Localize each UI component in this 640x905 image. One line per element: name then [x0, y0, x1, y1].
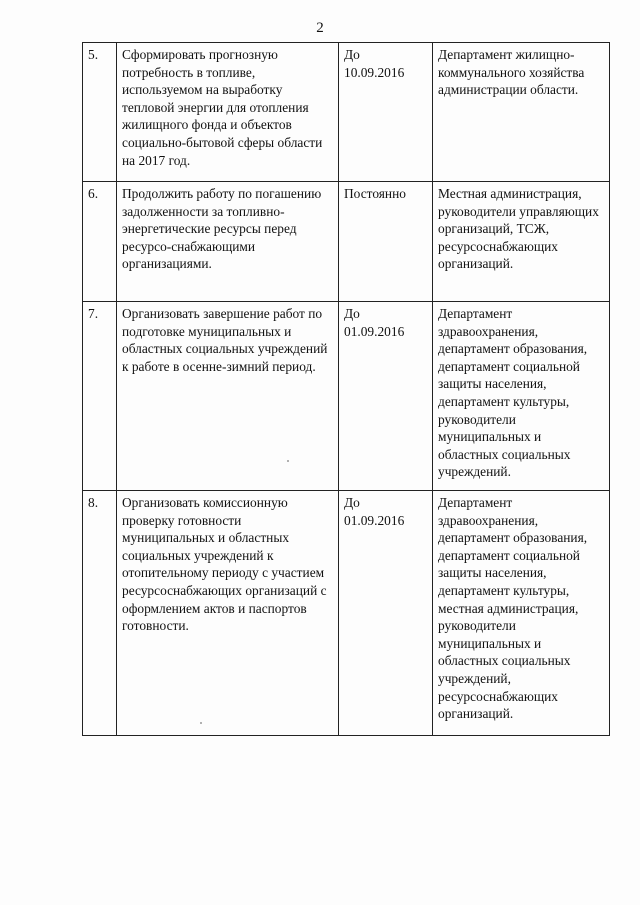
- deadline-cell: Постоянно: [339, 182, 433, 302]
- page-number: 2: [316, 20, 324, 36]
- responsible-cell: Департамент здравоохранения, департамент образования, департамент социальной защиты населения, департамент культуры, руководители муниципальных и областных социальных учреждений.: [433, 302, 610, 491]
- table-row: [83, 302, 610, 491]
- table-row: [83, 182, 610, 302]
- deadline-cell: До 01.09.2016: [339, 491, 433, 736]
- responsible-cell: Местная администрация, руководители управляющих организаций, ТСЖ, ресурсоснабжающих организаций.: [433, 182, 610, 302]
- responsible-cell: Департамент здравоохранения, департамент образования, департамент социальной защиты населения, департамент культуры, местная администрация, руководители муниципальных и областных социальных учреждений, ресурсоснабжающих организаций.: [433, 491, 610, 736]
- task-cell: Организовать комиссионную проверку готовности муниципальных и областных социальных учреждений к отопительному периоду с участием ресурсоснабжающих организаций с оформлением актов и паспортов готовности.: [117, 491, 339, 736]
- action-plan-table: [82, 42, 610, 736]
- scan-speck: [200, 722, 202, 724]
- table-row: [83, 491, 610, 736]
- responsible-cell: Департамент жилищно-коммунального хозяйства администрации области.: [433, 43, 610, 182]
- row-number: 8.: [83, 491, 117, 736]
- task-cell: Сформировать прогнозную потребность в топливе, используемом на выработку тепловой энергии для отопления жилищного фонда и объектов социально-бытовой сферы области на 2017 год.: [117, 43, 339, 182]
- row-number: 6.: [83, 182, 117, 302]
- task-cell: Продолжить работу по погашению задолженности за топливно-энергетические ресурсы перед ресурсо-снабжающими организациями.: [117, 182, 339, 302]
- row-number: 5.: [83, 43, 117, 182]
- deadline-cell: До 01.09.2016: [339, 302, 433, 491]
- row-number: 7.: [83, 302, 117, 491]
- scan-speck: [287, 460, 289, 462]
- task-cell: Организовать завершение работ по подготовке муниципальных и областных социальных учреждений к работе в осенне-зимний период.: [117, 302, 339, 491]
- deadline-cell: До 10.09.2016: [339, 43, 433, 182]
- table-row: [83, 43, 610, 182]
